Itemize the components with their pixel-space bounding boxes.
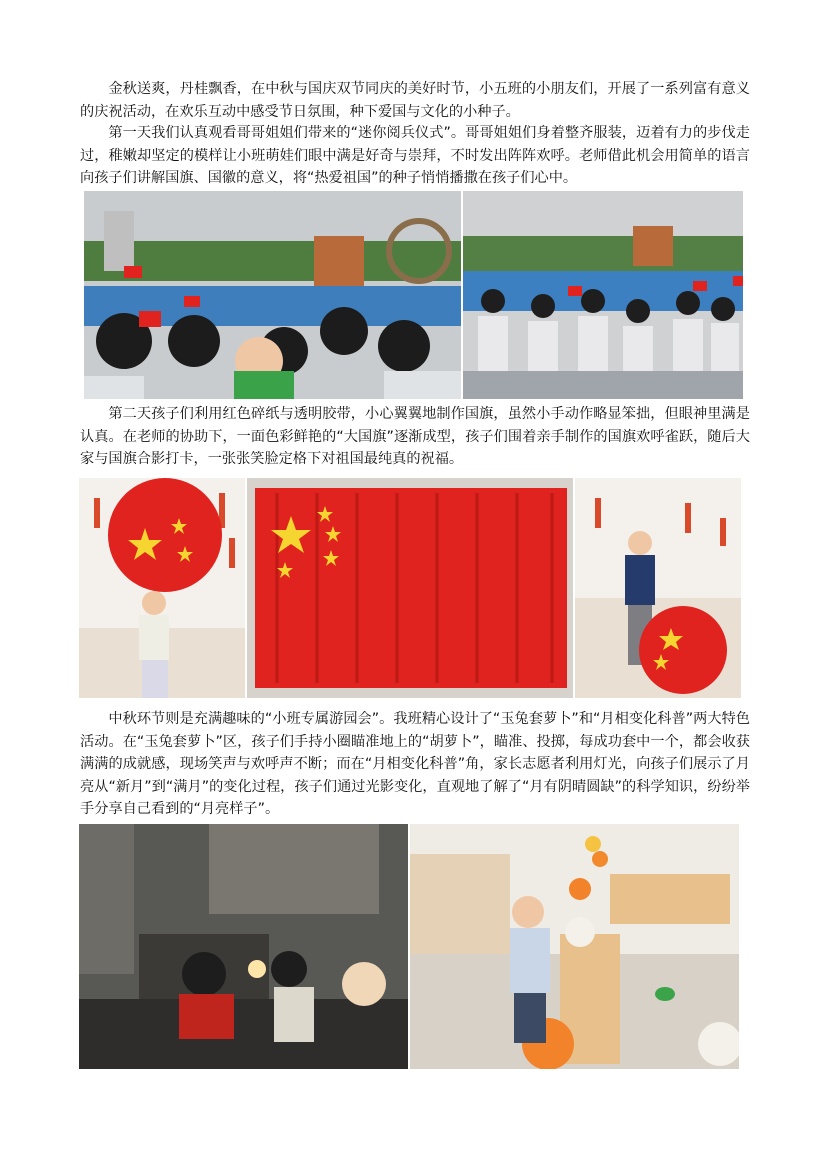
day-two-paragraph: 第二天孩子们利用红色碎纸与透明胶带，小心翼翼地制作国旗，虽然小手动作略显笨拙，但眼神里满是认真。在老师的协助下，一面色彩鲜艳的“大国旗”逐渐成型，孩子们围着亲手制作的国旗欢呼雀跃，随后大家与国旗合影打卡，一张张笑脸定格下对祖国最纯真的祝福。 [80,406,750,468]
rabbit-ring-toss-photo [410,824,739,1069]
moon-phase-photo [79,824,408,1069]
mid-autumn-paragraph: 中秋环节则是充满趣味的“小班专属游园会”。我班精心设计了“玉兔套萝卜”和“月相变化科普”两大特色活动。在“玉兔套萝卜”区，孩子们手持小圈瞄准地上的“胡萝卜”，瞄准、投掷，每成功套中一个，都会收获满满的成就感，现场笑声与欢呼声不断；而在“月相变化科普”角，家长志愿者利用灯光，向孩子们展示了月亮从“新月”到“满月”的变化过程，孩子们通过光影变化，直观地了解了“月有阴晴圆缺”的科学知识，纷纷举手分享自己看到的“月亮样子”。 [80,711,750,818]
handmade-flag-photo [247,478,573,698]
day-one-paragraph: 第一天我们认真观看哥哥姐姐们带来的“迷你阅兵仪式”。哥哥姐姐们身着整齐服装，迈着有力的步伐走过，稚嫩却坚定的模样让小班萌娃们眼中满是好奇与崇拜，不时发出阵阵欢呼。老师借此机会用简单的语言向孩子们讲解国旗、国徽的意义，将“热爱祖国”的种子悄悄播撒在孩子们心中。 [80,125,750,187]
playground-crowd-photo [463,191,743,399]
balloon-girl-photo [79,478,245,698]
intro-paragraph: 金秋送爽，丹桂飘香，在中秋与国庆双节同庆的美好时节，小五班的小朋友们，开展了一系列富有意义的庆祝活动，在欢乐互动中感受节日氛围，种下爱国与文化的小种子。 [80,81,750,120]
balloon-boy-photo [575,478,741,698]
parade-watching-photo [84,191,461,399]
